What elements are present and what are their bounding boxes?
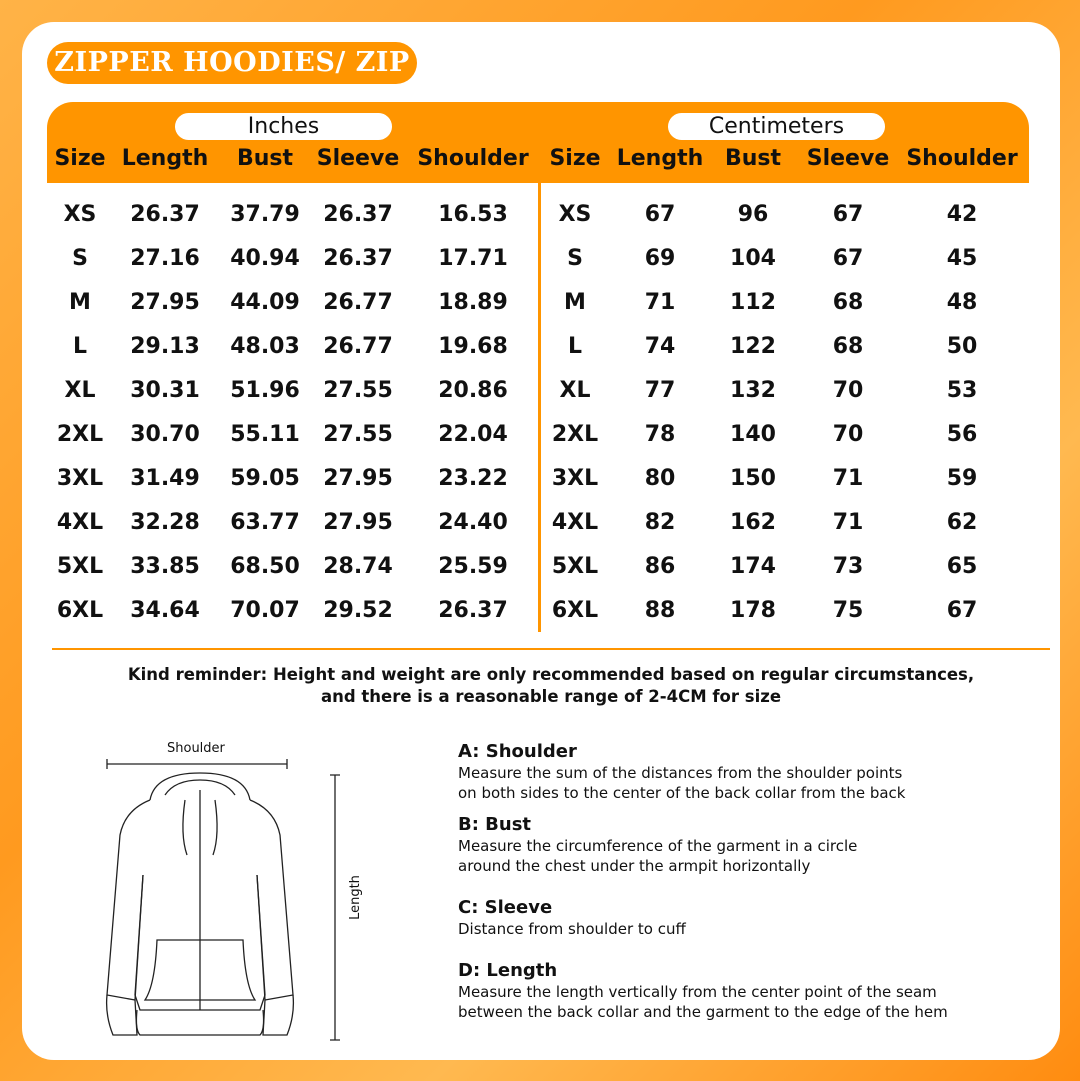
table-cell: 71: [644, 290, 676, 315]
measurement-sleeve: [458, 897, 686, 939]
table-cell: 104: [730, 246, 776, 271]
table-cell: 26.37: [130, 202, 200, 227]
table-cell: 26.37: [438, 598, 508, 623]
table-cell: 80: [644, 466, 676, 491]
measurement-text: on both sides to the center of the back collar from the back: [458, 784, 906, 802]
measurement-text: between the back collar and the garment to the edge of the hem: [458, 1003, 948, 1021]
measurement-title: A: Shoulder: [458, 741, 577, 762]
column-header: Size: [54, 146, 106, 171]
measurement-shoulder: [458, 741, 905, 803]
table-cell: XS: [558, 202, 592, 227]
column-header: Length: [121, 146, 209, 171]
table-cell: 27.55: [323, 378, 393, 403]
table-cell: 20.86: [438, 378, 508, 403]
column-header: Size: [549, 146, 601, 171]
table-cell: 63.77: [230, 510, 300, 535]
table-cell: 82: [644, 510, 676, 535]
table-cell: 30.70: [130, 422, 200, 447]
table-cell: 24.40: [438, 510, 508, 535]
table-cell: 67: [832, 202, 864, 227]
table-cell: 27.95: [323, 510, 393, 535]
table-cell: 27.95: [130, 290, 200, 315]
table-cell: 26.77: [323, 334, 393, 359]
table-cell: 75: [832, 598, 864, 623]
table-cell: 59.05: [230, 466, 300, 491]
table-cell: 2XL: [551, 422, 599, 447]
table-cell: 88: [644, 598, 676, 623]
table-cell: 86: [644, 554, 676, 579]
table-cell: 78: [644, 422, 676, 447]
section-divider: [52, 648, 1050, 650]
table-cell: 22.04: [438, 422, 508, 447]
table-cell: L: [567, 334, 583, 359]
table-cell: 56: [946, 422, 978, 447]
table-cell: 45: [946, 246, 978, 271]
table-cell: M: [69, 290, 91, 315]
table-cell: 71: [832, 510, 864, 535]
table-cell: 40.94: [230, 246, 300, 271]
table-cell: 3XL: [551, 466, 599, 491]
table-cell: 34.64: [130, 598, 200, 623]
column-header: Shoulder: [906, 146, 1018, 171]
table-cell: 33.85: [130, 554, 200, 579]
table-cell: 48.03: [230, 334, 300, 359]
table-cell: 27.95: [323, 466, 393, 491]
column-header: Sleeve: [806, 146, 890, 171]
table-cell: 68: [832, 290, 864, 315]
table-cell: L: [72, 334, 88, 359]
table-cell: 32.28: [130, 510, 200, 535]
table-cell: 132: [730, 378, 776, 403]
table-cell: 4XL: [56, 510, 104, 535]
table-cell: 44.09: [230, 290, 300, 315]
table-cell: 162: [730, 510, 776, 535]
table-cell: 62: [946, 510, 978, 535]
table-cell: 26.77: [323, 290, 393, 315]
table-cell: 70.07: [230, 598, 300, 623]
table-cell: 67: [644, 202, 676, 227]
table-cell: XL: [559, 378, 591, 403]
table-cell: 112: [730, 290, 776, 315]
table-cell: 178: [730, 598, 776, 623]
table-cell: 6XL: [551, 598, 599, 623]
column-header: Bust: [724, 146, 782, 171]
table-cell: 65: [946, 554, 978, 579]
table-cell: 31.49: [130, 466, 200, 491]
kind-reminder: [52, 664, 1050, 708]
measurement-text: Distance from shoulder to cuff: [458, 920, 686, 938]
measurement-text: Measure the circumference of the garment in a circle: [458, 837, 858, 855]
reminder-line: and there is a reasonable range of 2-4CM for size: [320, 687, 782, 706]
table-cell: 55.11: [230, 422, 300, 447]
table-cell: 4XL: [551, 510, 599, 535]
table-divider: [538, 183, 541, 632]
table-cell: 26.37: [323, 202, 393, 227]
table-cell: 28.74: [323, 554, 393, 579]
reminder-line: Kind reminder: Height and weight are only recommended based on regular circumstances,: [127, 665, 975, 684]
table-cell: 48: [946, 290, 978, 315]
table-cell: 50: [946, 334, 978, 359]
column-header: Bust: [236, 146, 294, 171]
table-cell: XS: [63, 202, 97, 227]
measurement-title: C: Sleeve: [458, 897, 553, 918]
table-cell: 2XL: [56, 422, 104, 447]
table-cell: 59: [946, 466, 978, 491]
table-cell: 5XL: [56, 554, 104, 579]
table-cell: 77: [644, 378, 676, 403]
measurement-text: around the chest under the armpit horizontally: [458, 857, 811, 875]
table-cell: 29.52: [323, 598, 393, 623]
table-cell: 68.50: [230, 554, 300, 579]
measurement-bust: [458, 814, 857, 876]
table-cell: 71: [832, 466, 864, 491]
table-cell: XL: [64, 378, 96, 403]
table-cell: 29.13: [130, 334, 200, 359]
table-cell: 70: [832, 378, 864, 403]
table-cell: 17.71: [438, 246, 508, 271]
inches-label: Inches: [175, 113, 392, 140]
measurement-text: Measure the sum of the distances from the shoulder points: [458, 764, 903, 782]
table-cell: 51.96: [230, 378, 300, 403]
table-cell: 25.59: [438, 554, 508, 579]
table-cell: 16.53: [438, 202, 508, 227]
table-cell: 67: [832, 246, 864, 271]
table-cell: 19.68: [438, 334, 508, 359]
table-cell: 3XL: [56, 466, 104, 491]
measurement-text: Measure the length vertically from the center point of the seam: [458, 983, 937, 1001]
table-cell: 30.31: [130, 378, 200, 403]
column-header: Length: [616, 146, 704, 171]
table-cell: 73: [832, 554, 864, 579]
page-title: ZIPPER HOODIES/ ZIP: [47, 42, 417, 84]
table-cell: 74: [644, 334, 676, 359]
table-cell: 140: [730, 422, 776, 447]
table-cell: M: [564, 290, 586, 315]
table-cell: 23.22: [438, 466, 508, 491]
column-header: Sleeve: [316, 146, 400, 171]
table-cell: 27.16: [130, 246, 200, 271]
measurement-title: D: Length: [458, 960, 558, 981]
table-cell: 174: [730, 554, 776, 579]
length-label: Length: [347, 875, 363, 920]
measurement-length: [458, 960, 948, 1022]
table-cell: 67: [946, 598, 978, 623]
shoulder-label: Shoulder: [167, 741, 225, 756]
table-cell: 53: [946, 378, 978, 403]
table-cell: 27.55: [323, 422, 393, 447]
column-header: Shoulder: [417, 146, 529, 171]
table-cell: 150: [730, 466, 776, 491]
table-cell: 68: [832, 334, 864, 359]
table-cell: 18.89: [438, 290, 508, 315]
table-cell: S: [567, 246, 583, 271]
table-cell: 70: [832, 422, 864, 447]
table-cell: 96: [737, 202, 769, 227]
table-cell: 26.37: [323, 246, 393, 271]
table-cell: 69: [644, 246, 676, 271]
table-cell: 42: [946, 202, 978, 227]
centimeters-label: Centimeters: [668, 113, 885, 140]
table-cell: 37.79: [230, 202, 300, 227]
table-cell: 5XL: [551, 554, 599, 579]
table-cell: 122: [730, 334, 776, 359]
table-cell: 6XL: [56, 598, 104, 623]
table-cell: S: [72, 246, 88, 271]
measurement-title: B: Bust: [458, 814, 532, 835]
